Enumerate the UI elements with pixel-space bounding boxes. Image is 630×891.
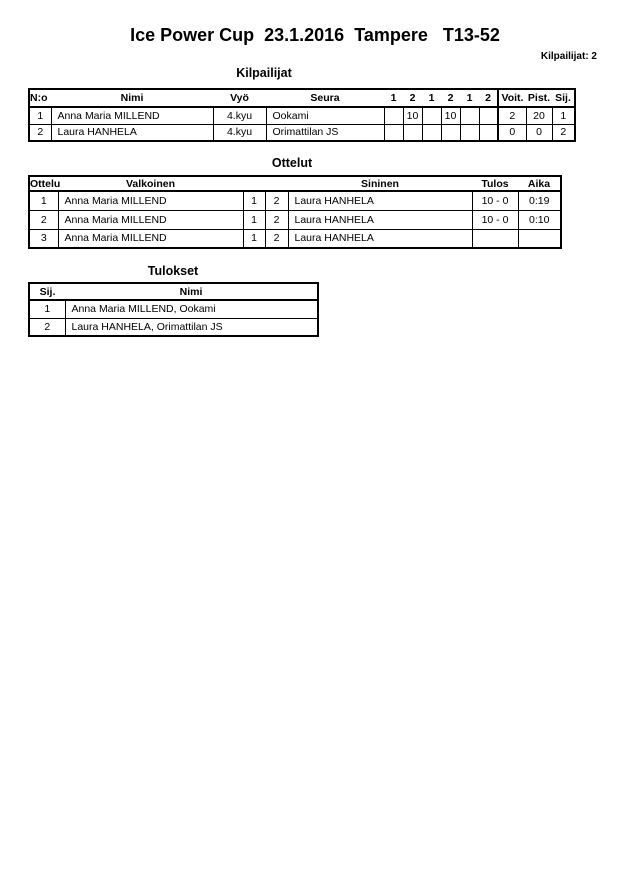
cell-sininen: Laura HANHELA: [288, 229, 472, 248]
kilpailijat-row: [29, 107, 575, 124]
cell-no: 1: [29, 107, 51, 124]
cell-score1: [384, 107, 403, 124]
col-header-vyo: Vyö: [213, 89, 266, 107]
ottelut-table: [28, 175, 562, 249]
cell-valkoinen: Anna Maria MILLEND: [58, 229, 243, 248]
kilpailijat-header-row: [29, 89, 575, 107]
cell-sij: 2: [29, 318, 65, 336]
section-heading-tulokset: Tulokset: [147, 264, 199, 278]
cell-sij: 1: [29, 300, 65, 318]
cell-score6: [479, 124, 498, 141]
cell-sij: 2: [552, 124, 575, 141]
cell-valkoinen: Anna Maria MILLEND: [58, 210, 243, 229]
cell-score3: [422, 107, 441, 124]
cell-score5: [460, 124, 479, 141]
cell-score1: [384, 124, 403, 141]
cell-aika: 0:19: [518, 191, 561, 210]
cell-blue-no: 2: [265, 191, 288, 210]
cell-blue-no: 2: [265, 229, 288, 248]
col-header-score6: 2: [479, 89, 498, 107]
tulokset-header-row: [29, 283, 318, 300]
cell-score4: [441, 124, 460, 141]
col-header-seura: Seura: [266, 89, 384, 107]
cell-aika: 0:10: [518, 210, 561, 229]
col-header-score5: 1: [460, 89, 479, 107]
cell-tulos: 10 - 0: [472, 210, 518, 229]
col-header-pist: Pist.: [526, 89, 552, 107]
col-header-ottelu: Ottelu: [30, 177, 61, 190]
cell-nimi: Anna Maria MILLEND, Ookami: [65, 300, 318, 318]
col-header-score2: 2: [403, 89, 422, 107]
cell-score2: 10: [403, 107, 422, 124]
cell-white-no: 1: [243, 191, 265, 210]
ottelut-row: [29, 210, 561, 229]
section-heading-ottelut: Ottelut: [271, 156, 313, 170]
col-header-score3: 1: [422, 89, 441, 107]
cell-tulos: 10 - 0: [472, 191, 518, 210]
col-header-sij: Sij.: [552, 89, 575, 107]
kilpailijat-table: [28, 88, 576, 142]
col-header-spacer2: [265, 176, 288, 191]
cell-vyo: 4.kyu: [213, 107, 266, 124]
col-header-nimi: Nimi: [51, 89, 213, 107]
cell-seura: Ookami: [266, 107, 384, 124]
cell-aika: [518, 229, 561, 248]
ottelut-row: [29, 229, 561, 248]
col-header-voit: Voit.: [498, 89, 526, 107]
cell-nimi: Anna Maria MILLEND: [51, 107, 213, 124]
col-header-tulos: Tulos: [472, 176, 518, 191]
col-header-score4: 2: [441, 89, 460, 107]
col-header-no: N:o: [29, 89, 51, 107]
cell-white-no: 1: [243, 210, 265, 229]
page-title: Ice Power Cup 23.1.2016 Tampere T13-52: [130, 25, 500, 45]
cell-score5: [460, 107, 479, 124]
col-header-score1: 1: [384, 89, 403, 107]
cell-no: 2: [29, 124, 51, 141]
ottelut-row: [29, 191, 561, 210]
tulokset-row: [29, 318, 318, 336]
cell-valkoinen: Anna Maria MILLEND: [58, 191, 243, 210]
kilpailijat-row: [29, 124, 575, 141]
col-header-valkoinen: Valkoinen: [58, 176, 243, 191]
col-header-aika: Aika: [518, 176, 561, 191]
section-heading-kilpailijat: Kilpailijat: [236, 66, 292, 80]
cell-score6: [479, 107, 498, 124]
cell-nimi: Laura HANHELA: [51, 124, 213, 141]
col-header-sij: Sij.: [29, 283, 65, 300]
cell-white-no: 1: [243, 229, 265, 248]
col-header-spacer1: [243, 176, 265, 191]
tulokset-row: [29, 300, 318, 318]
cell-match-no: 3: [29, 229, 58, 248]
cell-score4: 10: [441, 107, 460, 124]
ottelut-header-row: [29, 176, 561, 191]
cell-score3: [422, 124, 441, 141]
tulokset-table: [28, 282, 319, 337]
col-header-nimi: Nimi: [65, 283, 318, 300]
cell-voit: 0: [498, 124, 526, 141]
cell-tulos: [472, 229, 518, 248]
cell-blue-no: 2: [265, 210, 288, 229]
cell-sij: 1: [552, 107, 575, 124]
cell-seura: Orimattilan JS: [266, 124, 384, 141]
col-header-sininen: Sininen: [288, 176, 472, 191]
cell-match-no: 1: [29, 191, 58, 210]
cell-voit: 2: [498, 107, 526, 124]
cell-nimi: Laura HANHELA, Orimattilan JS: [65, 318, 318, 336]
cell-pist: 20: [526, 107, 552, 124]
cell-sininen: Laura HANHELA: [288, 191, 472, 210]
cell-sininen: Laura HANHELA: [288, 210, 472, 229]
cell-match-no: 2: [29, 210, 58, 229]
cell-score2: [403, 124, 422, 141]
competitor-count-label: Kilpailijat: 2: [540, 51, 597, 62]
cell-pist: 0: [526, 124, 552, 141]
cell-vyo: 4.kyu: [213, 124, 266, 141]
